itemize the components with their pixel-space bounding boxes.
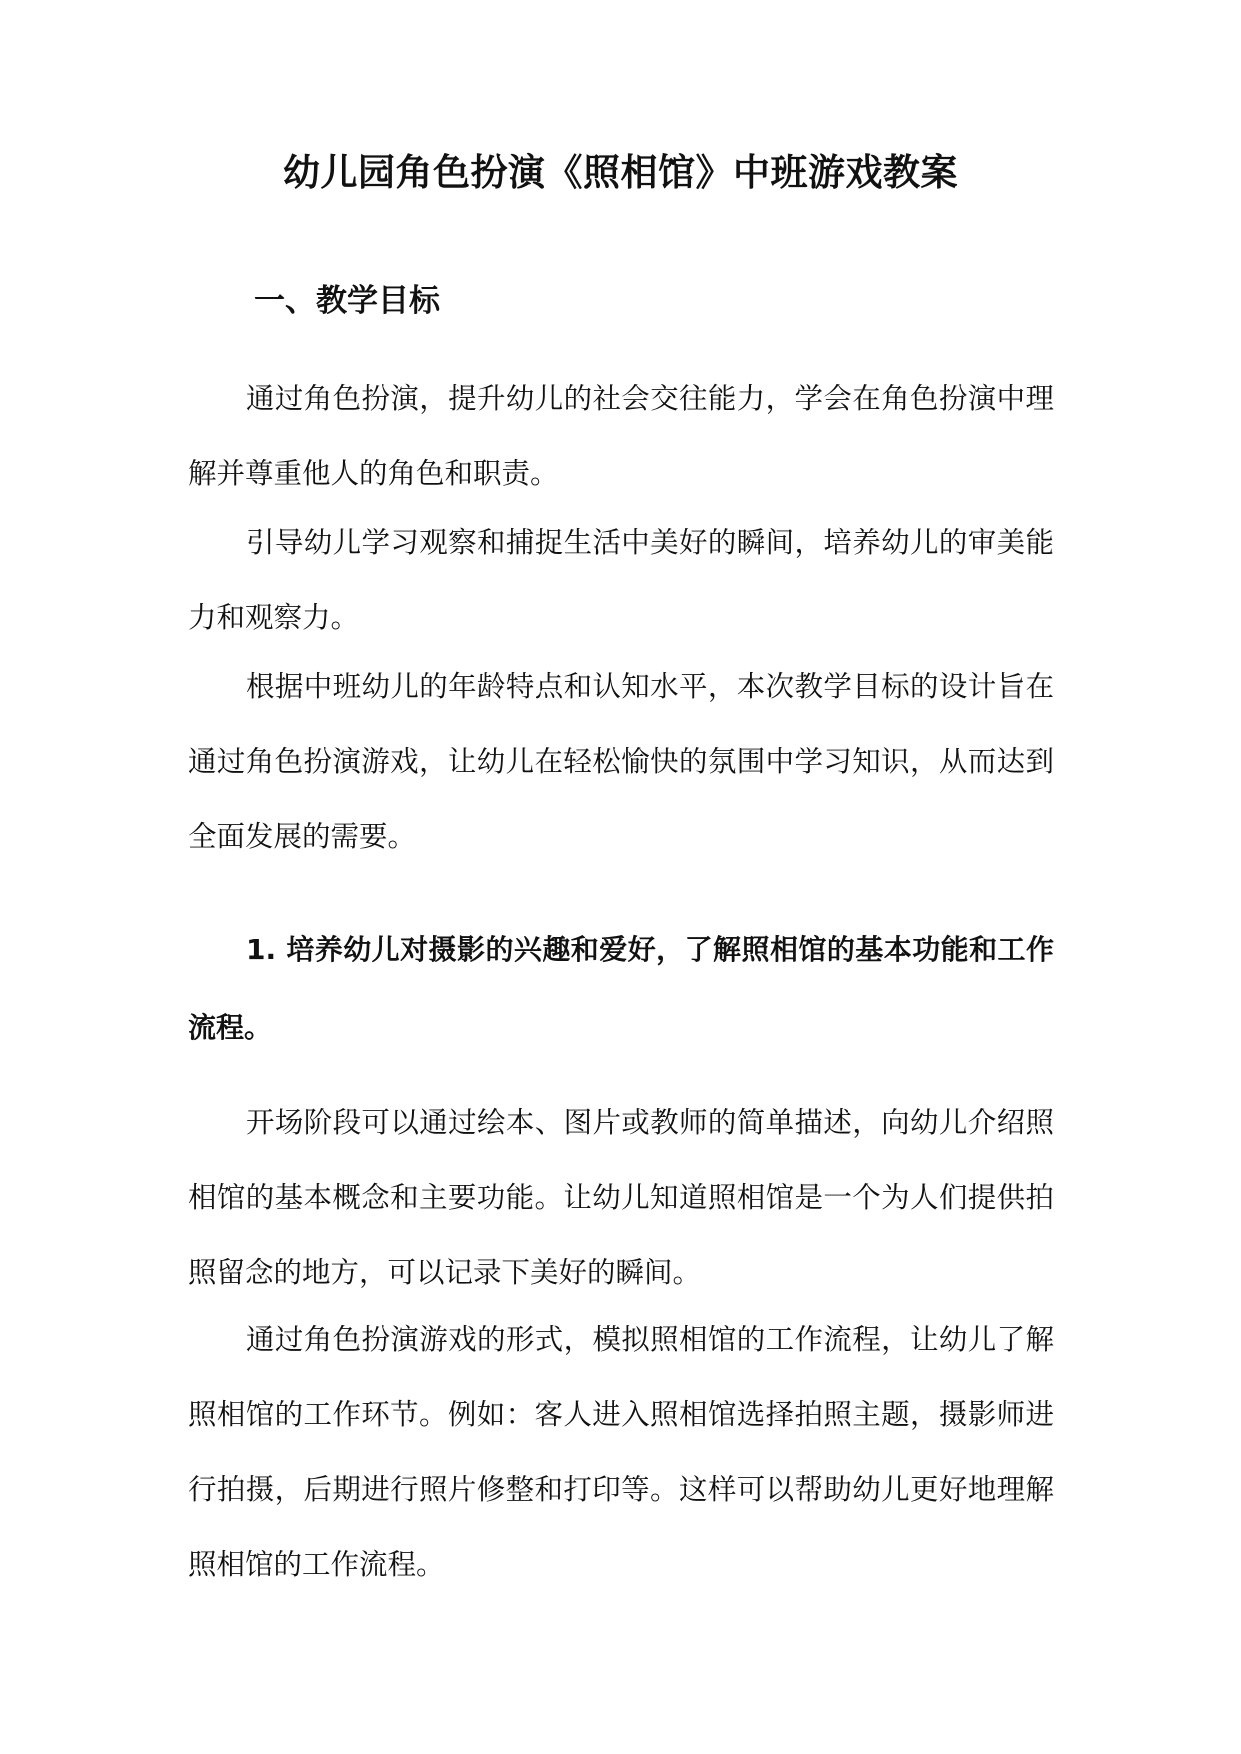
body-paragraph: 开场阶段可以通过绘本、图片或教师的简单描述，向幼儿介绍照相馆的基本概念和主要功能。让幼儿知道照相馆是一个为人们提供拍照留念的地方，可以记录下美好的瞬间。 — [188, 1106, 1054, 1289]
body-paragraph: 通过角色扮演，提升幼儿的社会交往能力，学会在角色扮演中理解并尊重他人的角色和职责。 — [188, 382, 1054, 490]
body-paragraph: 通过角色扮演游戏的形式，模拟照相馆的工作流程，让幼儿了解照相馆的工作环节。例如：客人进入照相馆选择拍照主题，摄影师进行拍摄，后期进行照片修整和打印等。这样可以帮助幼儿更好地理解照相馆的工作流程。 — [188, 1323, 1054, 1581]
numbered-subheading: 1. 培养幼儿对摄影的兴趣和爱好，了解照相馆的基本功能和工作流程。 — [188, 933, 1054, 1044]
body-paragraph: 引导幼儿学习观察和捕捉生活中美好的瞬间，培养幼儿的审美能力和观察力。 — [188, 526, 1054, 634]
document-title: 幼儿园角色扮演《照相馆》中班游戏教案 — [283, 151, 958, 194]
section-heading: 一、教学目标 — [254, 283, 440, 319]
body-paragraph: 根据中班幼儿的年龄特点和认知水平，本次教学目标的设计旨在通过角色扮演游戏，让幼儿在轻松愉快的氛围中学习知识，从而达到全面发展的需要。 — [188, 670, 1054, 853]
